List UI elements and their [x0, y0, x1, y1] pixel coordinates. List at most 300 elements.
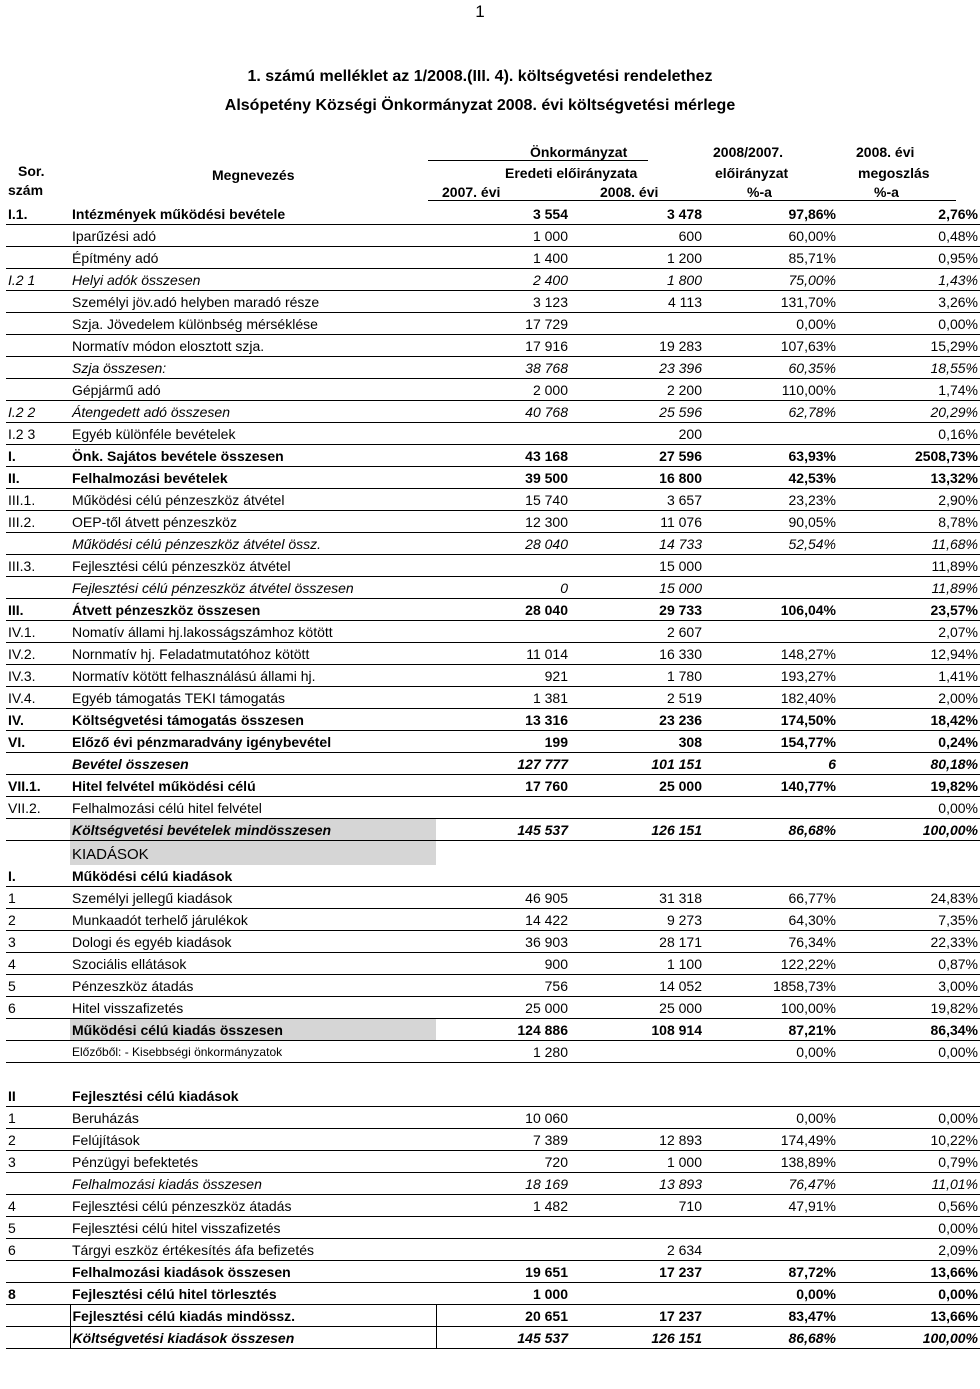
value-2008: 28 171	[570, 931, 704, 953]
share-percent: 10,22%	[838, 1129, 980, 1151]
ratio-percent: 86,68%	[704, 1327, 838, 1349]
share-percent: 11,89%	[838, 577, 980, 599]
value-2007: 39 500	[436, 467, 570, 489]
ratio-percent: 174,49%	[704, 1129, 838, 1151]
row-number: III.	[6, 599, 70, 621]
ratio-percent: 66,77%	[704, 887, 838, 909]
row-number: VII.2.	[6, 797, 70, 819]
row-label: Személyi jellegű kiadások	[70, 887, 436, 909]
value-2007	[436, 1085, 570, 1107]
ratio-percent: 0,00%	[704, 1283, 838, 1305]
value-2007	[436, 1063, 570, 1086]
share-percent: 0,16%	[838, 423, 980, 445]
row-number	[6, 335, 70, 357]
table-row	[6, 841, 980, 866]
header-szam: szám	[8, 182, 44, 198]
share-percent: 0,48%	[838, 225, 980, 247]
table-row	[6, 401, 980, 423]
row-label: Fejlesztési célú kiadások	[70, 1085, 436, 1107]
row-number	[6, 357, 70, 379]
value-2008: 14 052	[570, 975, 704, 997]
value-2008: 15 000	[570, 555, 704, 577]
row-label: Hitel felvétel működési célú	[70, 775, 436, 797]
share-percent: 0,00%	[838, 1041, 980, 1063]
share-percent: 1,43%	[838, 269, 980, 291]
row-label: Iparűzési adó	[70, 225, 436, 247]
ratio-percent: 62,78%	[704, 401, 838, 423]
value-2007: 25 000	[436, 997, 570, 1019]
value-2007: 15 740	[436, 489, 570, 511]
table-body	[6, 203, 980, 1349]
share-percent: 18,42%	[838, 709, 980, 731]
ratio-percent: 23,23%	[704, 489, 838, 511]
share-percent: 13,66%	[838, 1261, 980, 1283]
table-row	[6, 909, 980, 931]
header-ratio-1: 2008/2007.	[713, 144, 784, 160]
row-label: KIADÁSOK	[70, 841, 436, 866]
row-number	[6, 577, 70, 599]
value-2007: 38 768	[436, 357, 570, 379]
value-2008: 29 733	[570, 599, 704, 621]
row-label: Felhalmozási kiadás összesen	[70, 1173, 436, 1195]
share-percent: 8,78%	[838, 511, 980, 533]
row-label: Hitel visszafizetés	[70, 997, 436, 1019]
share-percent: 11,89%	[838, 555, 980, 577]
table-row	[6, 709, 980, 731]
value-2008	[570, 1041, 704, 1063]
ratio-percent: 52,54%	[704, 533, 838, 555]
share-percent	[838, 1085, 980, 1107]
row-number	[6, 291, 70, 313]
value-2007: 145 537	[436, 819, 570, 841]
ratio-percent: 106,04%	[704, 599, 838, 621]
share-percent: 11,01%	[838, 1173, 980, 1195]
table-row	[6, 1305, 980, 1327]
value-2008: 2 607	[570, 621, 704, 643]
row-number: IV.4.	[6, 687, 70, 709]
row-number: IV.2.	[6, 643, 70, 665]
value-2007: 756	[436, 975, 570, 997]
header-2008: 2008. évi	[600, 184, 659, 200]
table-row	[6, 225, 980, 247]
value-2007: 3 554	[436, 203, 570, 225]
value-2008: 200	[570, 423, 704, 445]
share-percent: 15,29%	[838, 335, 980, 357]
table-row	[6, 599, 980, 621]
ratio-percent: 193,27%	[704, 665, 838, 687]
table-row	[6, 643, 980, 665]
row-number: I.	[6, 445, 70, 467]
value-2007: 1 381	[436, 687, 570, 709]
row-label	[70, 1063, 436, 1086]
ratio-percent: 0,00%	[704, 313, 838, 335]
value-2007	[436, 555, 570, 577]
value-2008: 11 076	[570, 511, 704, 533]
row-number: 3	[6, 931, 70, 953]
share-percent: 0,00%	[838, 313, 980, 335]
ratio-percent: 148,27%	[704, 643, 838, 665]
value-2008: 16 330	[570, 643, 704, 665]
value-2008: 17 237	[570, 1261, 704, 1283]
ratio-percent: 85,71%	[704, 247, 838, 269]
row-label: Normatív módon elosztott szja.	[70, 335, 436, 357]
share-percent	[838, 1063, 980, 1086]
value-2008: 1 000	[570, 1151, 704, 1173]
row-number: II	[6, 1085, 70, 1107]
table-row	[6, 753, 980, 775]
document-title	[0, 62, 960, 120]
table-row	[6, 1107, 980, 1129]
value-2007: 46 905	[436, 887, 570, 909]
table-row	[6, 291, 980, 313]
value-2008: 25 000	[570, 775, 704, 797]
row-label: Helyi adók összesen	[70, 269, 436, 291]
title-line-1: 1. számú melléklet az 1/2008.(III. 4). költségvetési rendelethez	[247, 68, 713, 85]
row-label: Személyi jöv.adó helyben maradó része	[70, 291, 436, 313]
row-label: Szociális ellátások	[70, 953, 436, 975]
ratio-percent: 90,05%	[704, 511, 838, 533]
ratio-percent: 174,50%	[704, 709, 838, 731]
value-2008: 12 893	[570, 1129, 704, 1151]
share-percent: 100,00%	[838, 1327, 980, 1349]
value-2008	[570, 1217, 704, 1239]
value-2008: 2 634	[570, 1239, 704, 1261]
table-row	[6, 577, 980, 599]
table-row	[6, 1283, 980, 1305]
row-number: 3	[6, 1151, 70, 1173]
share-percent: 1,74%	[838, 379, 980, 401]
value-2007: 12 300	[436, 511, 570, 533]
share-percent: 0,00%	[838, 1283, 980, 1305]
ratio-percent: 97,86%	[704, 203, 838, 225]
share-percent: 3,26%	[838, 291, 980, 313]
row-label: Dologi és egyéb kiadások	[70, 931, 436, 953]
row-label: Előző évi pénzmaradvány igénybevétel	[70, 731, 436, 753]
value-2008: 31 318	[570, 887, 704, 909]
row-number: I.	[6, 865, 70, 887]
ratio-percent: 0,00%	[704, 1107, 838, 1129]
ratio-percent	[704, 1085, 838, 1107]
share-percent: 2,00%	[838, 687, 980, 709]
row-label: Költségvetési bevételek mindösszesen	[70, 819, 436, 841]
ratio-percent	[704, 797, 838, 819]
row-number: I.2 2	[6, 401, 70, 423]
value-2007: 17 729	[436, 313, 570, 335]
table-row	[6, 887, 980, 909]
value-2007: 40 768	[436, 401, 570, 423]
value-2007	[436, 621, 570, 643]
value-2008: 3 657	[570, 489, 704, 511]
ratio-percent	[704, 621, 838, 643]
value-2008: 25 000	[570, 997, 704, 1019]
share-percent: 2,07%	[838, 621, 980, 643]
value-2007	[436, 1239, 570, 1261]
value-2008	[570, 1283, 704, 1305]
ratio-percent	[704, 577, 838, 599]
value-2007: 36 903	[436, 931, 570, 953]
row-label: Felújítások	[70, 1129, 436, 1151]
row-label: Fejlesztési célú pénzeszköz átvétel összesen	[70, 577, 436, 599]
share-percent: 11,68%	[838, 533, 980, 555]
value-2007	[436, 423, 570, 445]
row-number: I.2 1	[6, 269, 70, 291]
header-megnevezes: Megnevezés	[212, 167, 295, 183]
row-label: Fejlesztési célú hitel törlesztés	[70, 1283, 436, 1305]
value-2007: 28 040	[436, 599, 570, 621]
row-label: Bevétel összesen	[70, 753, 436, 775]
row-number: 6	[6, 997, 70, 1019]
table-row	[6, 797, 980, 819]
table-row	[6, 445, 980, 467]
value-2008: 1 800	[570, 269, 704, 291]
header-ratio-2: előirányzat	[715, 165, 789, 181]
share-percent: 0,00%	[838, 797, 980, 819]
row-number	[6, 379, 70, 401]
ratio-percent: 42,53%	[704, 467, 838, 489]
value-2008: 4 113	[570, 291, 704, 313]
value-2007: 1 400	[436, 247, 570, 269]
value-2007: 921	[436, 665, 570, 687]
value-2007: 2 000	[436, 379, 570, 401]
row-number	[6, 1019, 70, 1041]
value-2007: 19 651	[436, 1261, 570, 1283]
value-2007: 1 280	[436, 1041, 570, 1063]
row-label: Nomatív állami hj.lakosságszámhoz kötött	[70, 621, 436, 643]
ratio-percent: 107,63%	[704, 335, 838, 357]
table-row	[6, 731, 980, 753]
value-2008: 16 800	[570, 467, 704, 489]
row-number	[6, 1041, 70, 1063]
row-number	[6, 841, 70, 866]
header-2007: 2007. évi	[442, 184, 501, 200]
value-2007: 20 651	[436, 1305, 570, 1327]
value-2008: 19 283	[570, 335, 704, 357]
row-number: 4	[6, 953, 70, 975]
row-number: III.3.	[6, 555, 70, 577]
row-number: 6	[6, 1239, 70, 1261]
table-row	[6, 621, 980, 643]
budget-table	[6, 203, 980, 1349]
row-label: Önk. Sajátos bevétele összesen	[70, 445, 436, 467]
row-label: Szja. Jövedelem különbség mérséklése	[70, 313, 436, 335]
row-label: Működési célú pénzeszköz átvétel	[70, 489, 436, 511]
table-row	[6, 467, 980, 489]
ratio-percent: 154,77%	[704, 731, 838, 753]
share-percent: 18,55%	[838, 357, 980, 379]
table-row	[6, 1327, 980, 1349]
value-2007: 1 000	[436, 1283, 570, 1305]
header-ratio-3: %-a	[747, 184, 772, 200]
row-label: Egyéb különféle bevételek	[70, 423, 436, 445]
value-2008: 1 200	[570, 247, 704, 269]
ratio-percent: 75,00%	[704, 269, 838, 291]
value-2007	[436, 841, 570, 866]
value-2008	[570, 841, 704, 866]
share-percent: 0,95%	[838, 247, 980, 269]
row-number	[6, 1173, 70, 1195]
value-2007: 1 000	[436, 225, 570, 247]
value-2007: 0	[436, 577, 570, 599]
value-2008	[570, 1107, 704, 1129]
ratio-percent: 182,40%	[704, 687, 838, 709]
share-percent: 13,32%	[838, 467, 980, 489]
row-number	[6, 753, 70, 775]
value-2008: 9 273	[570, 909, 704, 931]
share-percent	[838, 841, 980, 866]
share-percent: 2,90%	[838, 489, 980, 511]
row-label: Költségvetési kiadások összesen	[70, 1327, 436, 1349]
value-2007: 14 422	[436, 909, 570, 931]
share-percent: 0,87%	[838, 953, 980, 975]
value-2007: 43 168	[436, 445, 570, 467]
ratio-percent	[704, 1063, 838, 1086]
row-label: Működési célú kiadások	[70, 865, 436, 887]
value-2007: 199	[436, 731, 570, 753]
value-2008: 25 596	[570, 401, 704, 423]
row-label: Működési célú pénzeszköz átvétel össz.	[70, 533, 436, 555]
value-2008: 126 151	[570, 819, 704, 841]
ratio-percent: 0,00%	[704, 1041, 838, 1063]
value-2007: 124 886	[436, 1019, 570, 1041]
ratio-percent: 60,35%	[704, 357, 838, 379]
value-2007: 3 123	[436, 291, 570, 313]
table-row	[6, 819, 980, 841]
value-2008: 101 151	[570, 753, 704, 775]
ratio-percent: 86,68%	[704, 819, 838, 841]
ratio-percent: 87,21%	[704, 1019, 838, 1041]
value-2007: 28 040	[436, 533, 570, 555]
table-row	[6, 1261, 980, 1283]
table-row	[6, 335, 980, 357]
value-2007: 7 389	[436, 1129, 570, 1151]
table-row	[6, 865, 980, 887]
title-line-2: Alsópetény Községi Önkormányzat 2008. évi költségvetési mérlege	[224, 97, 736, 114]
share-percent: 0,24%	[838, 731, 980, 753]
value-2008: 1 780	[570, 665, 704, 687]
value-2008: 23 396	[570, 357, 704, 379]
value-2007: 1 482	[436, 1195, 570, 1217]
row-label: Intézmények működési bevétele	[70, 203, 436, 225]
ratio-percent	[704, 555, 838, 577]
table-row	[6, 269, 980, 291]
page-number: 1	[475, 2, 485, 21]
row-number: 5	[6, 1217, 70, 1239]
share-percent: 22,33%	[838, 931, 980, 953]
row-number: III.2.	[6, 511, 70, 533]
table-row	[6, 1085, 980, 1107]
value-2008	[570, 1063, 704, 1086]
share-percent: 0,00%	[838, 1107, 980, 1129]
table-row	[6, 313, 980, 335]
ratio-percent: 131,70%	[704, 291, 838, 313]
row-label: Építmény adó	[70, 247, 436, 269]
table-row	[6, 775, 980, 797]
value-2007: 720	[436, 1151, 570, 1173]
table-row	[6, 423, 980, 445]
table-row	[6, 533, 980, 555]
value-2008: 308	[570, 731, 704, 753]
ratio-percent	[704, 1217, 838, 1239]
ratio-percent: 87,72%	[704, 1261, 838, 1283]
table-row	[6, 1195, 980, 1217]
share-percent: 3,00%	[838, 975, 980, 997]
row-number	[6, 247, 70, 269]
row-number: 1	[6, 887, 70, 909]
table-row	[6, 1173, 980, 1195]
table-row	[6, 555, 980, 577]
table-row	[6, 489, 980, 511]
row-label: Átvett pénzeszköz összesen	[70, 599, 436, 621]
value-2007: 145 537	[436, 1327, 570, 1349]
share-percent: 0,00%	[838, 1217, 980, 1239]
ratio-percent	[704, 423, 838, 445]
table-row	[6, 1019, 980, 1041]
row-number: 1	[6, 1107, 70, 1129]
value-2007: 17 760	[436, 775, 570, 797]
value-2008: 3 478	[570, 203, 704, 225]
ratio-percent	[704, 841, 838, 866]
row-label: OEP-től átvett pénzeszköz	[70, 511, 436, 533]
value-2007: 900	[436, 953, 570, 975]
row-number: 4	[6, 1195, 70, 1217]
row-label: Egyéb támogatás TEKI támogatás	[70, 687, 436, 709]
value-2008: 15 000	[570, 577, 704, 599]
value-2007: 13 316	[436, 709, 570, 731]
row-label: Előzőből: - Kisebbségi önkormányzatok	[70, 1041, 436, 1063]
ratio-percent: 122,22%	[704, 953, 838, 975]
row-number	[6, 225, 70, 247]
value-2007: 17 916	[436, 335, 570, 357]
row-number: VII.1.	[6, 775, 70, 797]
row-number: VI.	[6, 731, 70, 753]
ratio-percent: 63,93%	[704, 445, 838, 467]
table-row	[6, 1239, 980, 1261]
share-percent: 86,34%	[838, 1019, 980, 1041]
ratio-percent: 110,00%	[704, 379, 838, 401]
row-number: IV.3.	[6, 665, 70, 687]
row-label: Felhalmozási kiadások összesen	[70, 1261, 436, 1283]
header-rule	[428, 200, 956, 201]
value-2007	[436, 1217, 570, 1239]
table-row	[6, 357, 980, 379]
ratio-percent: 76,47%	[704, 1173, 838, 1195]
row-number	[6, 819, 70, 841]
row-number: 8	[6, 1283, 70, 1305]
row-label: Átengedett adó összesen	[70, 401, 436, 423]
row-number: 5	[6, 975, 70, 997]
ratio-percent: 6	[704, 753, 838, 775]
row-label: Tárgyi eszköz értékesítés áfa befizetés	[70, 1239, 436, 1261]
row-label: Felhalmozási bevételek	[70, 467, 436, 489]
row-label: Költségvetési támogatás összesen	[70, 709, 436, 731]
row-label: Normatív kötött felhasználású állami hj.	[70, 665, 436, 687]
header-sor: Sor.	[18, 163, 45, 179]
table-row	[6, 953, 980, 975]
share-percent: 2508,73%	[838, 445, 980, 467]
value-2007	[436, 797, 570, 819]
value-2008: 2 519	[570, 687, 704, 709]
value-2008: 108 914	[570, 1019, 704, 1041]
row-label: Fejlesztési célú hitel visszafizetés	[70, 1217, 436, 1239]
value-2008: 126 151	[570, 1327, 704, 1349]
share-percent: 80,18%	[838, 753, 980, 775]
header-onkormanyzat: Önkormányzat	[530, 144, 628, 160]
share-percent: 2,76%	[838, 203, 980, 225]
value-2008: 2 200	[570, 379, 704, 401]
share-percent: 13,66%	[838, 1305, 980, 1327]
row-label: Munkaadót terhelő járulékok	[70, 909, 436, 931]
row-number: 2	[6, 909, 70, 931]
